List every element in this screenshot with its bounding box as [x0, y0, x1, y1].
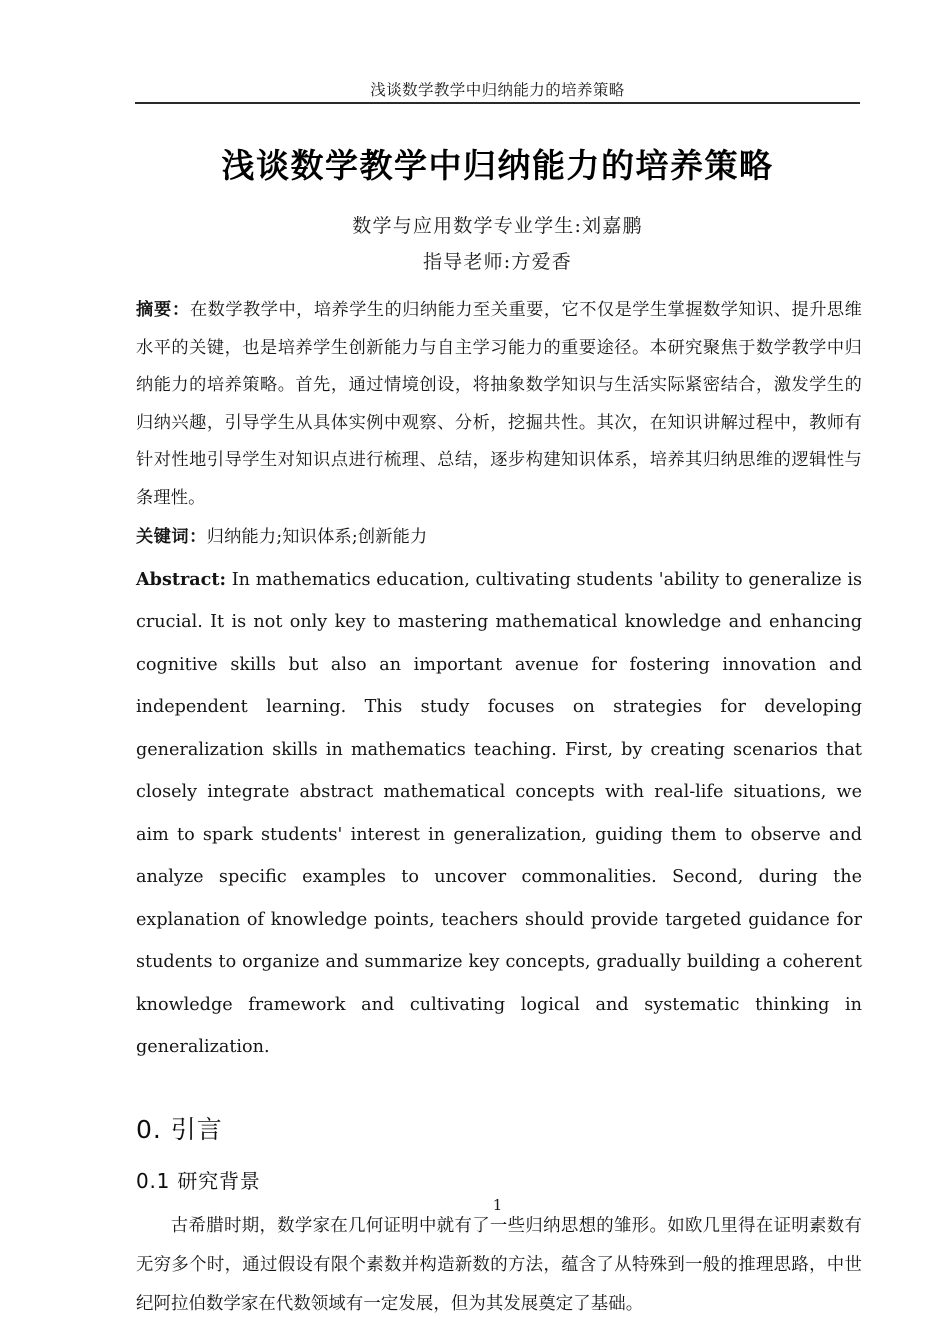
- chinese-abstract-label: 摘要：: [136, 300, 190, 320]
- running-header-text: 浅谈数学教学中归纳能力的培养策略: [370, 81, 625, 99]
- author-line: 数学与应用数学专业学生:刘嘉鹏: [352, 215, 643, 237]
- english-abstract-text: In mathematics education, cultivating students 'ability to generalize is crucial. It is not only key to mastering mathematical knowledge and enhancing cognitive skills but also an important avenue for fostering innovation and independent learning. This study focuses on strategies for developing generalization skills in mathematics teaching. First, by creating scenarios that closely integrate abstract mathematical concepts with real-life situations, we aim to spark students' interest in generalization, guiding them to observe and analyze specific examples to uncover commonalities. Second, during the explanation of knowledge points, teachers should provide targeted guidance for students to organize and summarize key concepts, gradually building a coherent knowledge framework and cultivating logical and systematic thinking in generalization.: [136, 569, 862, 1057]
- running-header: [135, 80, 860, 104]
- spacer: [136, 1147, 862, 1167]
- advisor-line: 指导老师:方爱香: [422, 251, 572, 273]
- chinese-keywords-value: 归纳能力;知识体系;创新能力: [206, 527, 428, 547]
- header-divider-rule: [135, 102, 860, 104]
- chinese-abstract-body: 在数学教学中，培养学生的归纳能力至关重要，它不仅是学生掌握数学知识、提升思维水平的关键，也是培养学生创新能力与自主学习能力的重要途径。本研究聚焦于数学教学中归纳能力的培养策略。首先，通过情境创设，将抽象数学知识与生活实际紧密结合，激发学生的归纳兴趣，引导学生从具体实例中观察、分析，挖掘共性。其次，在知识讲解过程中，教师有针对性地引导学生对知识点进行梳理、总结，逐步构建知识体系，培养其归纳思维的逻辑性与条理性。: [136, 300, 862, 508]
- content-column: [136, 292, 862, 1324]
- research-background-paragraph: 古希腊时期，数学家在几何证明中就有了一些归纳思想的雏形。如欧几里得在证明素数有无穷多个时，通过假设有限个素数并构造新数的方法，蕴含了从特殊到一般的推理思路，中世纪阿拉伯数学家在代数领域有一定发展，但为其发展奠定了基础。: [136, 1215, 862, 1314]
- footer-page-number: 1: [492, 1196, 503, 1214]
- page-title: 浅谈数学教学中归纳能力的培养策略: [221, 146, 774, 185]
- chinese-keywords-paragraph: [136, 519, 862, 557]
- spacer: [136, 1069, 862, 1113]
- section-heading-introduction: 0. 引言: [136, 1114, 223, 1144]
- subsection-heading-research-background: 0.1 研究背景: [136, 1168, 261, 1193]
- chinese-keywords-label: 关键词：: [136, 527, 207, 547]
- chinese-abstract-paragraph: [136, 292, 862, 517]
- english-abstract-paragraph: [136, 559, 862, 1069]
- english-abstract-label: Abstract:: [136, 568, 226, 590]
